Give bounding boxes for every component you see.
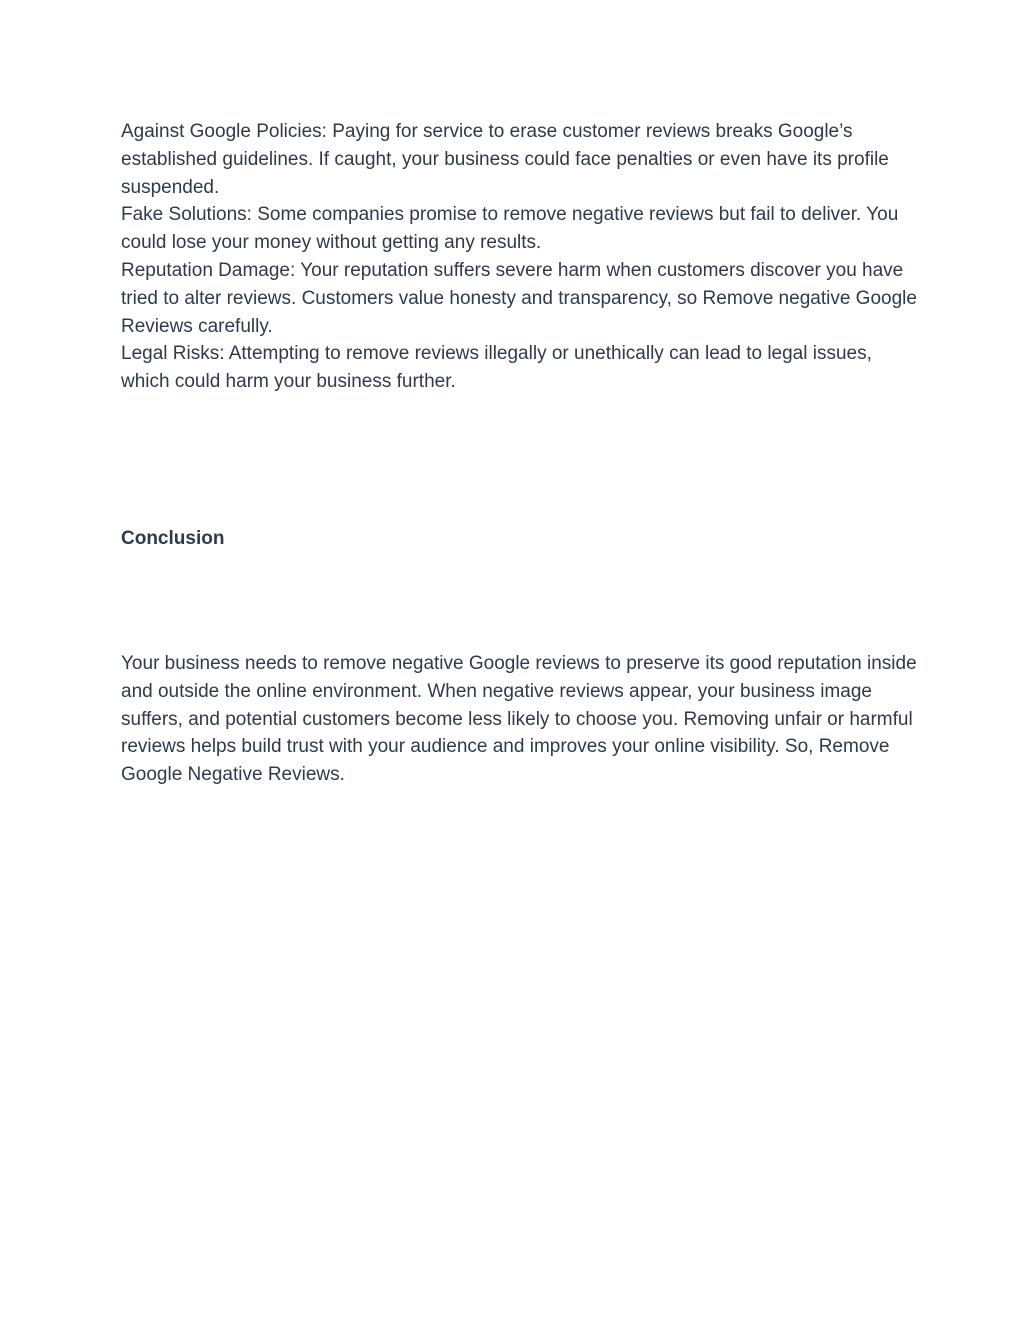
risk-item-google-policies: Against Google Policies: Paying for service to erase customer reviews breaks Google’s established guidelines. If caught, your business could face penalties or even have its profile suspended. xyxy=(121,121,889,198)
conclusion-paragraph: Your business needs to remove negative Google reviews to preserve its good reputation inside and outside the online environment. When negative reviews appear, your business image suffers, and potential customers become less likely to choose you. Removing unfair or harmful reviews helps build trust with your audience and improves your online visibility. So, Remove Google Negative Reviews. xyxy=(121,653,917,786)
risk-item-reputation-damage: Reputation Damage: Your reputation suffers severe harm when customers discover you have tried to alter reviews. Customers value honesty and transparency, so Remove negative Google Reviews carefully. xyxy=(121,259,917,337)
conclusion-heading: Conclusion xyxy=(121,528,225,549)
risk-item-fake-solutions: Fake Solutions: Some companies promise to remove negative reviews but fail to deliver. You could lose your money without getting any results. xyxy=(121,204,899,254)
risk-item-legal-risks: Legal Risks: Attempting to remove reviews illegally or unethically can lead to legal issues, which could harm your business further. xyxy=(121,343,872,393)
risks-list xyxy=(121,118,921,396)
